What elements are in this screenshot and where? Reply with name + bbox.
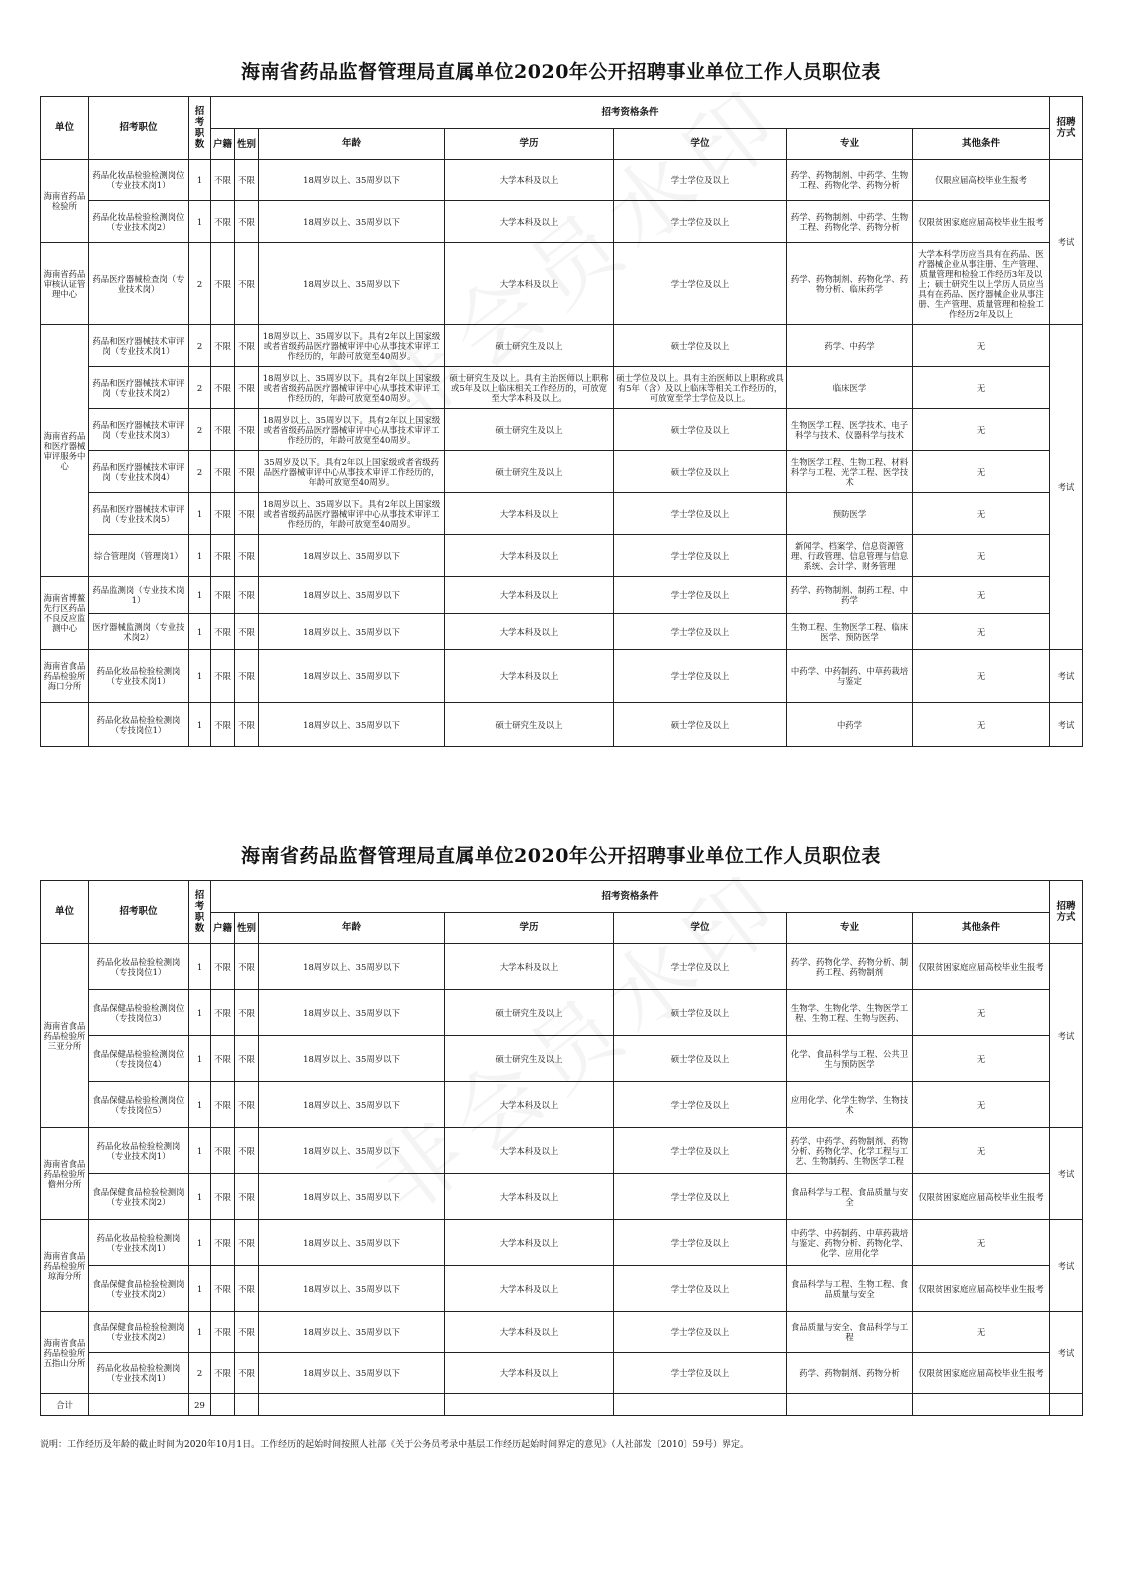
position-cell: 药品监测岗（专业技术岗1） xyxy=(89,577,189,614)
age-cell: 18周岁以上、35周岁以下 xyxy=(259,944,445,990)
education-cell: 硕士研究生及以上 xyxy=(445,1036,614,1082)
header-count: 招考职数 xyxy=(189,881,211,944)
education-cell: 硕士研究生及以上。具有主治医师以上职称或5年及以上临床相关工作经历的，可放宽至大学本科及以上。 xyxy=(445,367,614,409)
other-cell: 无 xyxy=(913,990,1050,1036)
education-cell: 大学本科及以上 xyxy=(445,1266,614,1312)
degree-cell: 硕士学位及以上 xyxy=(614,325,787,367)
table-row xyxy=(41,577,1083,614)
other-cell: 仅限贫困家庭应届高校毕业生报考 xyxy=(913,201,1050,243)
major-cell: 中药学、中药制药、中草药栽培与鉴定 xyxy=(787,650,913,703)
header-position: 招考职位 xyxy=(89,97,189,160)
count-cell: 2 xyxy=(189,367,211,409)
other-cell: 无 xyxy=(913,367,1050,409)
unit-cell: 海南省食品药品检验所五指山分所 xyxy=(41,1312,89,1394)
other-cell: 无 xyxy=(913,1082,1050,1128)
age-cell: 18周岁以上、35周岁以下 xyxy=(259,1082,445,1128)
gender-cell: 不限 xyxy=(235,1174,259,1220)
major-cell: 药学、药物制剂、中药学、生物工程、药物化学、药物分析 xyxy=(787,201,913,243)
major-cell: 中药学、中药制药、中草药栽培与鉴定、药物分析、药物化学、化学、应用化学 xyxy=(787,1220,913,1266)
hukou-cell: 不限 xyxy=(211,201,235,243)
education-cell: 大学本科及以上 xyxy=(445,201,614,243)
gender-cell: 不限 xyxy=(235,451,259,493)
gender-cell: 不限 xyxy=(235,535,259,577)
age-cell: 18周岁以上、35周岁以下 xyxy=(259,1036,445,1082)
position-cell: 药品化妆品检验检测岗（专技岗位1） xyxy=(89,703,189,747)
gender-cell: 不限 xyxy=(235,325,259,367)
other-cell: 仅限贫困家庭应届高校毕业生报考 xyxy=(913,1266,1050,1312)
education-cell: 大学本科及以上 xyxy=(445,650,614,703)
major-cell: 生物医学工程、医学技术、电子科学与技术、仪器科学与技术 xyxy=(787,409,913,451)
gender-cell: 不限 xyxy=(235,1082,259,1128)
education-cell: 硕士研究生及以上 xyxy=(445,409,614,451)
method-cell: 考试 xyxy=(1050,1312,1083,1394)
table-row xyxy=(41,409,1083,451)
major-cell: 生物工程、生物医学工程、临床医学、预防医学 xyxy=(787,614,913,650)
position-cell: 药品化妆品检验检测岗（专技岗位1） xyxy=(89,944,189,990)
hukou-cell: 不限 xyxy=(211,1312,235,1353)
table-row xyxy=(41,1353,1083,1394)
other-cell: 无 xyxy=(913,493,1050,535)
hukou-cell: 不限 xyxy=(211,1128,235,1174)
header-gender: 性别 xyxy=(235,913,259,944)
count-cell: 1 xyxy=(189,535,211,577)
major-cell: 药学、中药学 xyxy=(787,325,913,367)
header-major: 专业 xyxy=(787,913,913,944)
age-cell: 18周岁以上、35周岁以下 xyxy=(259,1128,445,1174)
gender-cell: 不限 xyxy=(235,1312,259,1353)
hukou-cell: 不限 xyxy=(211,493,235,535)
degree-cell: 学士学位及以上 xyxy=(614,201,787,243)
position-cell: 食品保健食品检验检测岗（专业技术岗2） xyxy=(89,1266,189,1312)
age-cell: 18周岁以上、35周岁以下 xyxy=(259,990,445,1036)
age-cell: 18周岁以上、35周岁以下 xyxy=(259,650,445,703)
degree-cell: 硕士学位及以上 xyxy=(614,409,787,451)
other-cell: 无 xyxy=(913,1220,1050,1266)
position-cell: 药品和医疗器械技术审评岗（专业技术岗4） xyxy=(89,451,189,493)
other-cell: 无 xyxy=(913,703,1050,747)
degree-cell: 硕士学位及以上 xyxy=(614,990,787,1036)
table-row xyxy=(41,614,1083,650)
major-cell: 生物学、生物化学、生物医学工程、生物工程、生物与医药、 xyxy=(787,990,913,1036)
empty-cell xyxy=(259,1394,445,1416)
position-cell: 药品和医疗器械技术审评岗（专业技术岗5） xyxy=(89,493,189,535)
gender-cell: 不限 xyxy=(235,493,259,535)
degree-cell: 学士学位及以上 xyxy=(614,1128,787,1174)
age-cell: 35周岁及以下。具有2年以上国家级或者省级药品医疗器械审评中心从事技术审评工作经历的，年龄可放宽至40周岁。 xyxy=(259,451,445,493)
other-cell: 无 xyxy=(913,535,1050,577)
degree-cell: 学士学位及以上 xyxy=(614,243,787,325)
degree-cell: 学士学位及以上 xyxy=(614,160,787,201)
header-degree: 学位 xyxy=(614,913,787,944)
degree-cell: 学士学位及以上 xyxy=(614,1082,787,1128)
education-cell: 大学本科及以上 xyxy=(445,1220,614,1266)
position-cell: 药品化妆品检验检测岗（专业技术岗1） xyxy=(89,1128,189,1174)
age-cell: 18周岁以上、35周岁以下 xyxy=(259,243,445,325)
header-position: 招考职位 xyxy=(89,881,189,944)
hukou-cell: 不限 xyxy=(211,1353,235,1394)
table-row xyxy=(41,944,1083,990)
hukou-cell: 不限 xyxy=(211,160,235,201)
degree-cell: 学士学位及以上 xyxy=(614,577,787,614)
table-row xyxy=(41,451,1083,493)
gender-cell: 不限 xyxy=(235,243,259,325)
degree-cell: 学士学位及以上 xyxy=(614,535,787,577)
header-unit: 单位 xyxy=(41,97,89,160)
major-cell: 食品科学与工程、食品质量与安全 xyxy=(787,1174,913,1220)
age-cell: 18周岁以上、35周岁以下 xyxy=(259,1220,445,1266)
header-method: 招聘方式 xyxy=(1050,97,1083,160)
degree-cell: 学士学位及以上 xyxy=(614,1220,787,1266)
major-cell: 药学、药物制剂、药物化学、药物分析、临床药学 xyxy=(787,243,913,325)
education-cell: 大学本科及以上 xyxy=(445,160,614,201)
gender-cell: 不限 xyxy=(235,703,259,747)
other-cell: 无 xyxy=(913,451,1050,493)
count-cell: 1 xyxy=(189,577,211,614)
education-cell: 大学本科及以上 xyxy=(445,535,614,577)
other-cell: 仅限贫困家庭应届高校毕业生报考 xyxy=(913,1174,1050,1220)
empty-cell xyxy=(445,1394,614,1416)
unit-cell: 海南省药品审核认证管理中心 xyxy=(41,243,89,325)
unit-cell: 海南省博鳌先行区药品不良反应监测中心 xyxy=(41,577,89,650)
other-cell: 无 xyxy=(913,650,1050,703)
method-cell: 考试 xyxy=(1050,325,1083,650)
age-cell: 18周岁以上、35周岁以下。具有2年以上国家级或者省级药品医疗器械审评中心从事技术审评工作经历的，年龄可放宽至40周岁。 xyxy=(259,493,445,535)
degree-cell: 硕士学位及以上 xyxy=(614,703,787,747)
education-cell: 大学本科及以上 xyxy=(445,1128,614,1174)
header-gender: 性别 xyxy=(235,129,259,160)
count-cell: 1 xyxy=(189,1174,211,1220)
empty-cell xyxy=(235,1394,259,1416)
total-label: 合计 xyxy=(41,1394,89,1416)
table-row xyxy=(41,650,1083,703)
position-cell: 药品化妆品检验检测岗（专业技术岗1） xyxy=(89,650,189,703)
age-cell: 18周岁以上、35周岁以下。具有2年以上国家级或者省级药品医疗器械审评中心从事技术审评工作经历的，年龄可放宽至40周岁。 xyxy=(259,409,445,451)
count-cell: 1 xyxy=(189,201,211,243)
gender-cell: 不限 xyxy=(235,990,259,1036)
major-cell: 药学、药物化学、药物分析、制药工程、药物制剂 xyxy=(787,944,913,990)
hukou-cell: 不限 xyxy=(211,1036,235,1082)
count-cell: 1 xyxy=(189,1082,211,1128)
empty-cell xyxy=(211,1394,235,1416)
education-cell: 大学本科及以上 xyxy=(445,1353,614,1394)
education-cell: 大学本科及以上 xyxy=(445,614,614,650)
table-row xyxy=(41,990,1083,1036)
other-cell: 仅限贫困家庭应届高校毕业生报考 xyxy=(913,1353,1050,1394)
other-cell: 无 xyxy=(913,1312,1050,1353)
major-cell: 中药学 xyxy=(787,703,913,747)
header-method: 招聘方式 xyxy=(1050,881,1083,944)
unit-cell: 海南省食品药品检验所琼海分所 xyxy=(41,1220,89,1312)
other-cell: 无 xyxy=(913,409,1050,451)
table-row xyxy=(41,1082,1083,1128)
position-cell: 药品化妆品检验检测岗位（专业技术岗2） xyxy=(89,201,189,243)
hukou-cell: 不限 xyxy=(211,990,235,1036)
other-cell: 无 xyxy=(913,577,1050,614)
education-cell: 硕士研究生及以上 xyxy=(445,990,614,1036)
major-cell: 新闻学、档案学、信息资源管理、行政管理、信息管理与信息系统、会计学、财务管理 xyxy=(787,535,913,577)
age-cell: 18周岁以上、35周岁以下 xyxy=(259,1353,445,1394)
other-cell: 无 xyxy=(913,1128,1050,1174)
hukou-cell: 不限 xyxy=(211,409,235,451)
position-cell: 药品和医疗器械技术审评岗（专业技术岗3） xyxy=(89,409,189,451)
other-cell: 无 xyxy=(913,1036,1050,1082)
empty-cell xyxy=(89,1394,189,1416)
other-cell: 仅限应届高校毕业生报考 xyxy=(913,160,1050,201)
age-cell: 18周岁以上、35周岁以下 xyxy=(259,535,445,577)
gender-cell: 不限 xyxy=(235,201,259,243)
method-cell: 考试 xyxy=(1050,1128,1083,1220)
degree-cell: 学士学位及以上 xyxy=(614,493,787,535)
count-cell: 1 xyxy=(189,944,211,990)
empty-cell xyxy=(913,1394,1050,1416)
gender-cell: 不限 xyxy=(235,577,259,614)
count-cell: 2 xyxy=(189,1353,211,1394)
age-cell: 18周岁以上、35周岁以下 xyxy=(259,703,445,747)
table-row xyxy=(41,160,1083,201)
header-hukou: 户籍 xyxy=(211,913,235,944)
count-cell: 1 xyxy=(189,160,211,201)
position-cell: 食品保健食品检验检测岗（专业技术岗2） xyxy=(89,1174,189,1220)
degree-cell: 学士学位及以上 xyxy=(614,1266,787,1312)
degree-cell: 学士学位及以上 xyxy=(614,1174,787,1220)
page-title-2: 海南省药品监督管理局直属单位2020年公开招聘事业单位工作人员职位表 xyxy=(241,845,881,867)
count-cell: 1 xyxy=(189,614,211,650)
gender-cell: 不限 xyxy=(235,1036,259,1082)
hukou-cell: 不限 xyxy=(211,1174,235,1220)
position-cell: 药品和医疗器械技术审评岗（专业技术岗2） xyxy=(89,367,189,409)
header-education: 学历 xyxy=(445,913,614,944)
major-cell: 临床医学 xyxy=(787,367,913,409)
hukou-cell: 不限 xyxy=(211,325,235,367)
gender-cell: 不限 xyxy=(235,1353,259,1394)
page-title-1: 海南省药品监督管理局直属单位2020年公开招聘事业单位工作人员职位表 xyxy=(241,61,881,83)
education-cell: 大学本科及以上 xyxy=(445,577,614,614)
major-cell: 食品科学与工程、生物工程、食品质量与安全 xyxy=(787,1266,913,1312)
age-cell: 18周岁以上、35周岁以下。具有2年以上国家级或者省级药品医疗器械审评中心从事技术审评工作经历的，年龄可放宽至40周岁。 xyxy=(259,325,445,367)
age-cell: 18周岁以上、35周岁以下 xyxy=(259,1174,445,1220)
count-cell: 1 xyxy=(189,1128,211,1174)
hukou-cell: 不限 xyxy=(211,1082,235,1128)
table-row xyxy=(41,325,1083,367)
major-cell: 生物医学工程、生物工程、材料科学与工程、光学工程、医学技术 xyxy=(787,451,913,493)
header-conditions: 招考资格条件 xyxy=(211,881,1050,913)
education-cell: 大学本科及以上 xyxy=(445,944,614,990)
education-cell: 大学本科及以上 xyxy=(445,1312,614,1353)
count-cell: 1 xyxy=(189,1036,211,1082)
total-value: 29 xyxy=(189,1394,211,1416)
empty-cell xyxy=(1050,1394,1083,1416)
empty-cell xyxy=(787,1394,913,1416)
major-cell: 食品质量与安全、食品科学与工程 xyxy=(787,1312,913,1353)
header-age: 年龄 xyxy=(259,129,445,160)
count-cell: 1 xyxy=(189,1220,211,1266)
count-cell: 1 xyxy=(189,650,211,703)
table-row xyxy=(41,367,1083,409)
method-cell: 考试 xyxy=(1050,1220,1083,1312)
unit-cell: 海南省食品药品检验所三亚分所 xyxy=(41,944,89,1128)
major-cell: 药学、中药学、药物制剂、药物分析、药物化学、化学工程与工艺、生物制药、生物医学工程 xyxy=(787,1128,913,1174)
hukou-cell: 不限 xyxy=(211,367,235,409)
education-cell: 硕士研究生及以上 xyxy=(445,325,614,367)
unit-cell xyxy=(41,703,89,747)
degree-cell: 学士学位及以上 xyxy=(614,944,787,990)
count-cell: 1 xyxy=(189,1312,211,1353)
position-cell: 医疗器械监测岗（专业技术岗2） xyxy=(89,614,189,650)
count-cell: 1 xyxy=(189,703,211,747)
method-cell: 考试 xyxy=(1050,703,1083,747)
education-cell: 大学本科及以上 xyxy=(445,1174,614,1220)
header-education: 学历 xyxy=(445,129,614,160)
age-cell: 18周岁以上、35周岁以下 xyxy=(259,1312,445,1353)
gender-cell: 不限 xyxy=(235,409,259,451)
gender-cell: 不限 xyxy=(235,944,259,990)
position-cell: 食品保健品检验检测岗位（专技岗位5） xyxy=(89,1082,189,1128)
hukou-cell: 不限 xyxy=(211,577,235,614)
positions-table-2 xyxy=(40,880,1083,1416)
table-row xyxy=(41,1266,1083,1312)
age-cell: 18周岁以上、35周岁以下 xyxy=(259,577,445,614)
position-cell: 食品保健食品检验检测岗（专业技术岗2） xyxy=(89,1312,189,1353)
degree-cell: 学士学位及以上 xyxy=(614,650,787,703)
hukou-cell: 不限 xyxy=(211,1266,235,1312)
position-cell: 药品化妆品检验检测岗（专业技术岗1） xyxy=(89,1220,189,1266)
table-row xyxy=(41,1036,1083,1082)
header-other: 其他条件 xyxy=(913,913,1050,944)
method-cell: 考试 xyxy=(1050,160,1083,325)
unit-cell: 海南省食品药品检验所儋州分所 xyxy=(41,1128,89,1220)
hukou-cell: 不限 xyxy=(211,451,235,493)
other-cell: 大学本科学历应当具有在药品、医疗器械企业从事注册、生产管理、质量管理和检验工作经历3年及以上；硕士研究生以上学历人员应当具有在药品、医疗器械企业从事注册、生产管理、质量管理和检验工作经历2年及以上 xyxy=(913,243,1050,325)
age-cell: 18周岁以上、35周岁以下 xyxy=(259,614,445,650)
table-row xyxy=(41,493,1083,535)
count-cell: 2 xyxy=(189,409,211,451)
education-cell: 大学本科及以上 xyxy=(445,243,614,325)
other-cell: 仅限贫困家庭应届高校毕业生报考 xyxy=(913,944,1050,990)
count-cell: 1 xyxy=(189,1266,211,1312)
table-row xyxy=(41,1220,1083,1266)
major-cell: 预防医学 xyxy=(787,493,913,535)
header-unit: 单位 xyxy=(41,881,89,944)
unit-cell: 海南省药品检验所 xyxy=(41,160,89,243)
table-row xyxy=(41,243,1083,325)
header-count: 招考职数 xyxy=(189,97,211,160)
gender-cell: 不限 xyxy=(235,160,259,201)
education-cell: 大学本科及以上 xyxy=(445,1082,614,1128)
gender-cell: 不限 xyxy=(235,650,259,703)
count-cell: 2 xyxy=(189,243,211,325)
hukou-cell: 不限 xyxy=(211,614,235,650)
age-cell: 18周岁以上、35周岁以下 xyxy=(259,201,445,243)
age-cell: 18周岁以上、35周岁以下。具有2年以上国家级或者省级药品医疗器械审评中心从事技术审评工作经历的，年龄可放宽至40周岁。 xyxy=(259,367,445,409)
header-other: 其他条件 xyxy=(913,129,1050,160)
unit-cell: 海南省药品和医疗器械审评服务中心 xyxy=(41,325,89,577)
count-cell: 2 xyxy=(189,325,211,367)
count-cell: 1 xyxy=(189,493,211,535)
positions-table-1 xyxy=(40,96,1083,747)
hukou-cell: 不限 xyxy=(211,703,235,747)
header-major: 专业 xyxy=(787,129,913,160)
position-cell: 综合管理岗（管理岗1） xyxy=(89,535,189,577)
gender-cell: 不限 xyxy=(235,614,259,650)
table-row xyxy=(41,201,1083,243)
hukou-cell: 不限 xyxy=(211,650,235,703)
education-cell: 硕士研究生及以上 xyxy=(445,451,614,493)
major-cell: 药学、药物制剂、制药工程、中药学 xyxy=(787,577,913,614)
count-cell: 2 xyxy=(189,451,211,493)
gender-cell: 不限 xyxy=(235,1128,259,1174)
degree-cell: 硕士学位及以上。具有主治医师以上职称或具有5年（含）及以上临床等相关工作经历的，可放宽至学士学位及以上。 xyxy=(614,367,787,409)
table-row xyxy=(41,1174,1083,1220)
position-cell: 药品医疗器械检查岗（专业技术岗） xyxy=(89,243,189,325)
header-conditions: 招考资格条件 xyxy=(211,97,1050,129)
degree-cell: 学士学位及以上 xyxy=(614,614,787,650)
table-row xyxy=(41,535,1083,577)
table-row xyxy=(41,1312,1083,1353)
hukou-cell: 不限 xyxy=(211,243,235,325)
age-cell: 18周岁以上、35周岁以下 xyxy=(259,1266,445,1312)
unit-cell: 海南省食品药品检验所海口分所 xyxy=(41,650,89,703)
count-cell: 1 xyxy=(189,990,211,1036)
gender-cell: 不限 xyxy=(235,1266,259,1312)
total-row xyxy=(41,1394,1083,1416)
gender-cell: 不限 xyxy=(235,1220,259,1266)
table-row xyxy=(41,1128,1083,1174)
other-cell: 无 xyxy=(913,614,1050,650)
method-cell: 考试 xyxy=(1050,944,1083,1128)
hukou-cell: 不限 xyxy=(211,1220,235,1266)
header-age: 年龄 xyxy=(259,913,445,944)
position-cell: 药品化妆品检验检测岗位（专业技术岗1） xyxy=(89,160,189,201)
degree-cell: 学士学位及以上 xyxy=(614,1312,787,1353)
position-cell: 食品保健品检验检测岗位（专技岗位3） xyxy=(89,990,189,1036)
header-degree: 学位 xyxy=(614,129,787,160)
major-cell: 应用化学、化学生物学、生物技术 xyxy=(787,1082,913,1128)
degree-cell: 学士学位及以上 xyxy=(614,1353,787,1394)
major-cell: 药学、药物制剂、中药学、生物工程、药物化学、药物分析 xyxy=(787,160,913,201)
position-cell: 食品保健品检验检测岗位（专技岗位4） xyxy=(89,1036,189,1082)
major-cell: 化学、食品科学与工程、公共卫生与预防医学 xyxy=(787,1036,913,1082)
education-cell: 大学本科及以上 xyxy=(445,493,614,535)
age-cell: 18周岁以上、35周岁以下 xyxy=(259,160,445,201)
hukou-cell: 不限 xyxy=(211,944,235,990)
table-row xyxy=(41,703,1083,747)
hukou-cell: 不限 xyxy=(211,535,235,577)
position-cell: 药品和医疗器械技术审评岗（专业技术岗1） xyxy=(89,325,189,367)
gender-cell: 不限 xyxy=(235,367,259,409)
method-cell: 考试 xyxy=(1050,650,1083,703)
major-cell: 药学、药物制剂、药物分析 xyxy=(787,1353,913,1394)
empty-cell xyxy=(614,1394,787,1416)
header-hukou: 户籍 xyxy=(211,129,235,160)
degree-cell: 硕士学位及以上 xyxy=(614,451,787,493)
other-cell: 无 xyxy=(913,325,1050,367)
footnote: 说明：工作经历及年龄的截止时间为2020年10月1日。工作经历的起始时间按照人社部《关于公务员考录中基层工作经历起始时间界定的意见》（人社部发〔2010〕59号）界定。 xyxy=(40,1440,749,1450)
position-cell: 药品化妆品检验检测岗（专业技术岗1） xyxy=(89,1353,189,1394)
degree-cell: 硕士学位及以上 xyxy=(614,1036,787,1082)
education-cell: 硕士研究生及以上 xyxy=(445,703,614,747)
